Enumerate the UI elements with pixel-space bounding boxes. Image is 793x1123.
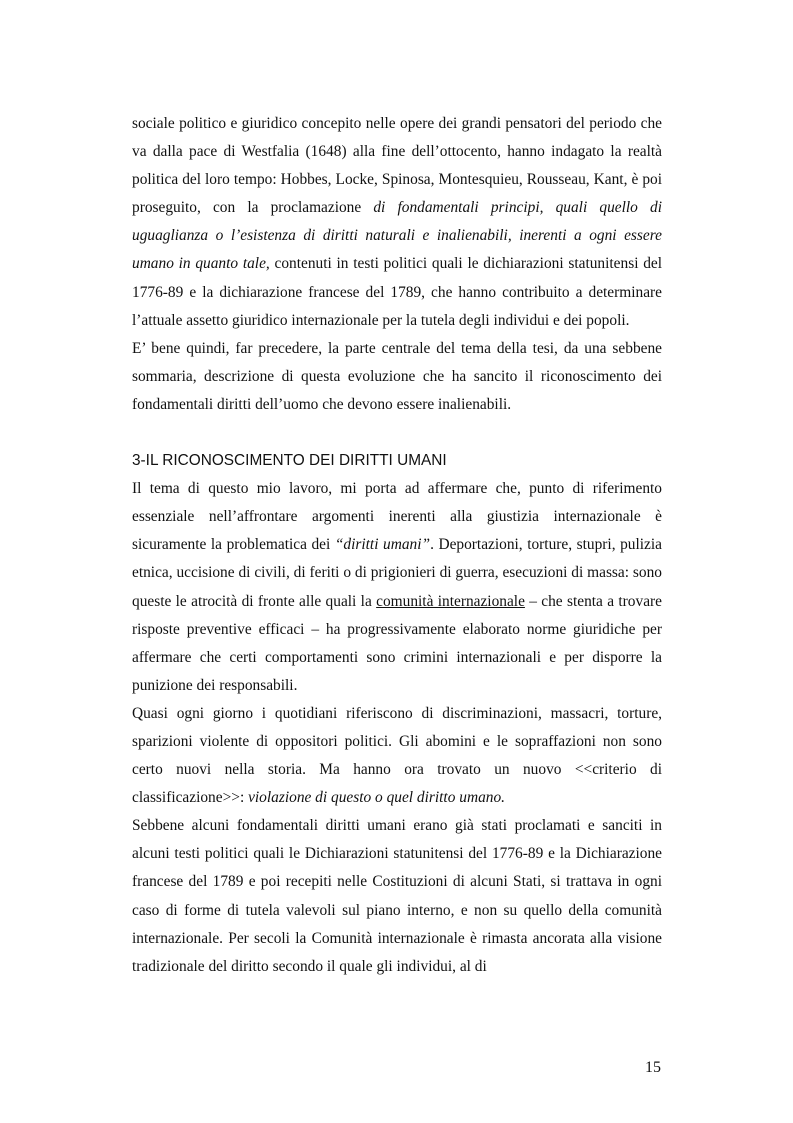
paragraph-1-text-2: contenuti in testi politici quali le dichiarazioni statunitensi del 1776-89 e la dichiarazione francese del 1789, che hanno contribuito a determinare l’attuale assetto giuridico internazionale per la tutela degli individui e dei popoli. xyxy=(132,255,663,329)
section-heading: 3-IL RICONOSCIMENTO DEI DIRITTI UMANI xyxy=(132,452,447,470)
paragraph-3 xyxy=(132,475,662,700)
paragraph-4 xyxy=(132,700,662,812)
paragraph-3-text-3: – che stenta a trovare risposte preventive efficaci – ha progressivamente elaborato norme giuridiche per affermare che certi comportamenti sono crimini internazionali e per disporre la punizione dei responsabili. xyxy=(132,592,662,694)
paragraph-3-text-1: Il tema di questo mio lavoro, mi porta ad affermare che, punto di riferimento essenziale nell’affrontare argomenti inerenti alla giustizia internazionale è sicuramente la problematica dei xyxy=(132,480,662,554)
body-text xyxy=(132,110,662,981)
paragraph-5: Sebbene alcuni fondamentali diritti umani erano già stati proclamati e sanciti in alcuni testi politici quali le Dichiarazioni statunitensi del 1776-89 e la Dichiarazione francese del 1789 e poi recepiti nelle Costituzioni di alcuni Stati, si trattava in ogni caso di forme di tutela valevoli sul piano interno, e non su quello della comunità internazionale. Per secoli la Comunità internazionale è rimasta ancorata alla visione tradizionale del diritto secondo il quale gli individui, al di xyxy=(132,817,662,975)
paragraph-1-text-1: sociale politico e giuridico concepito nelle opere dei grandi pensatori del periodo che va dalla pace di Westfalia (1648) alla fine dell’ottocento, hanno indagato la realtà politica del loro tempo: Hobbes, Locke, Spinosa, Montesquieu, Rousseau, Kant, è poi proseguito, con la proclamazione xyxy=(132,115,662,217)
paragraph-4-text-1: Quasi ogni giorno i quotidiani riferiscono di discriminazioni, massacri, torture, sparizioni violente di oppositori politici. Gli abomini e le sopraffazioni non sono certo nuovi nella storia. Ma hanno ora trovato un nuovo <<criterio di classificazione>>: xyxy=(132,704,662,807)
paragraph-3-underlined: comunità internazionale xyxy=(376,592,525,610)
paragraph-2: E’ bene quindi, far precedere, la parte centrale del tema della tesi, da una sebbene sommaria, descrizione di questa evoluzione che ha sancito il riconoscimento dei fondamentali diritti dell’uomo che devono essere inalienabili. xyxy=(132,339,662,413)
paragraph-3-italic: “diritti umani” xyxy=(334,536,431,554)
paragraph-4-italic: violazione di questo o quel diritto umano. xyxy=(248,789,505,807)
paragraph-1-italic: di fondamentali principi, quali quello di uguaglianza o l’esistenza di diritti naturali e inalienabili, inerenti a ogni essere umano in quanto tale, xyxy=(132,199,662,273)
paragraph-3-text-2: . Deportazioni, torture, stupri, pulizia etnica, uccisione di civili, di feriti o di prigionieri di guerra, esecuzioni di massa: sono queste le atrocità di fronte alle quali la xyxy=(132,536,662,610)
page-number: 15 xyxy=(645,1059,661,1076)
paragraph-1 xyxy=(132,110,662,335)
